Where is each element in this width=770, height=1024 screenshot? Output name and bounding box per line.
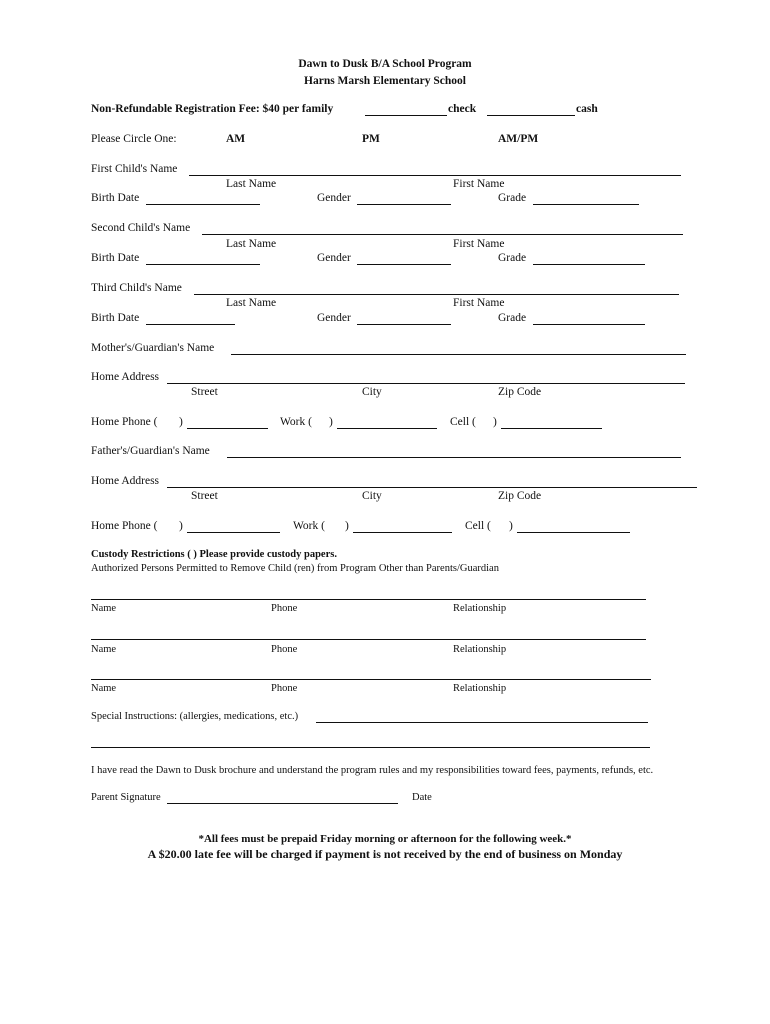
- third-child-first-name-caption: First Name: [453, 297, 505, 309]
- authorized-person-1-phone-caption: Phone: [271, 603, 298, 614]
- first-child-name-label: First Child's Name: [91, 163, 178, 175]
- mother-home-address-field[interactable]: [167, 383, 685, 384]
- first-child-gender-label: Gender: [317, 192, 351, 204]
- second-child-name-label: Second Child's Name: [91, 222, 191, 234]
- second-child-grade-label: Grade: [498, 252, 527, 264]
- first-child-first-name-caption: First Name: [453, 178, 505, 190]
- authorized-person-2-relationship-caption: Relationship: [453, 644, 507, 655]
- mother-work-phone-field[interactable]: [337, 428, 437, 429]
- mother-city-caption: City: [362, 386, 382, 398]
- father-home-phone-label: Home Phone (: [91, 520, 158, 532]
- third-child-name-label: Third Child's Name: [91, 282, 182, 294]
- special-instructions-field[interactable]: [316, 722, 648, 723]
- second-child-birth-date-field[interactable]: [146, 264, 260, 265]
- father-home-phone-close-paren: ): [179, 520, 183, 532]
- father-street-caption: Street: [191, 490, 218, 502]
- mother-cell-phone-field[interactable]: [501, 428, 602, 429]
- second-child-grade-field[interactable]: [533, 264, 645, 265]
- second-child-name-field[interactable]: [202, 234, 683, 235]
- first-child-grade-label: Grade: [498, 192, 527, 204]
- first-child-name-field[interactable]: [189, 175, 681, 176]
- agreement-statement: I have read the Dawn to Dusk brochure and understand the program rules and my responsibilities toward fees, payments, refunds, etc.: [91, 765, 654, 776]
- mother-street-caption: Street: [191, 386, 218, 398]
- late-fee-note: A $20.00 late fee will be charged if payment is not received by the end of business on Monday: [147, 847, 623, 861]
- authorized-person-1-relationship-caption: Relationship: [453, 603, 507, 614]
- mother-cell-phone-label: Cell (: [450, 416, 476, 428]
- check-label: check: [448, 103, 477, 115]
- first-child-birth-date-label: Birth Date: [91, 192, 140, 204]
- option-ampm[interactable]: AM/PM: [498, 133, 539, 145]
- father-zip-caption: Zip Code: [498, 490, 542, 502]
- third-child-gender-label: Gender: [317, 312, 351, 324]
- parent-signature-field[interactable]: [167, 803, 398, 804]
- father-home-phone-field[interactable]: [187, 532, 280, 533]
- custody-restrictions-label: Custody Restrictions ( ) Please provide custody papers.: [91, 549, 337, 560]
- second-child-last-name-caption: Last Name: [226, 238, 277, 250]
- third-child-birth-date-field[interactable]: [146, 324, 235, 325]
- mother-work-phone-close-paren: ): [329, 416, 333, 428]
- check-field[interactable]: [365, 115, 447, 116]
- second-child-gender-field[interactable]: [357, 264, 451, 265]
- first-child-last-name-caption: Last Name: [226, 178, 277, 190]
- father-cell-phone-label: Cell (: [465, 520, 491, 532]
- second-child-first-name-caption: First Name: [453, 238, 505, 250]
- authorized-person-3-phone-caption: Phone: [271, 683, 298, 694]
- father-cell-phone-close-paren: ): [509, 520, 513, 532]
- third-child-birth-date-label: Birth Date: [91, 312, 140, 324]
- father-home-address-field[interactable]: [167, 487, 697, 488]
- special-instructions-label: Special Instructions: (allergies, medications, etc.): [91, 711, 299, 722]
- program-title: Dawn to Dusk B/A School Program: [298, 58, 472, 70]
- mother-home-phone-field[interactable]: [187, 428, 268, 429]
- father-guardian-name-field[interactable]: [227, 457, 681, 458]
- mother-home-phone-label: Home Phone (: [91, 416, 158, 428]
- mother-guardian-name-field[interactable]: [231, 354, 686, 355]
- father-work-phone-label: Work (: [293, 520, 325, 532]
- authorized-person-2-line[interactable]: [91, 639, 646, 640]
- mother-guardian-name-label: Mother's/Guardian's Name: [91, 342, 215, 354]
- circle-one-label: Please Circle One:: [91, 133, 177, 145]
- authorized-person-3-relationship-caption: Relationship: [453, 683, 507, 694]
- special-instructions-field-line-2[interactable]: [91, 747, 650, 748]
- cash-label: cash: [576, 103, 598, 115]
- cash-field[interactable]: [487, 115, 575, 116]
- authorized-persons-label: Authorized Persons Permitted to Remove Child (ren) from Program Other than Parents/Guardian: [91, 563, 499, 574]
- father-work-phone-close-paren: ): [345, 520, 349, 532]
- authorized-person-1-name-caption: Name: [91, 603, 117, 614]
- date-label: Date: [412, 792, 432, 803]
- authorized-person-3-name-caption: Name: [91, 683, 117, 694]
- mother-cell-phone-close-paren: ): [493, 416, 497, 428]
- third-child-name-field[interactable]: [194, 294, 679, 295]
- second-child-gender-label: Gender: [317, 252, 351, 264]
- father-guardian-name-label: Father's/Guardian's Name: [91, 445, 210, 457]
- authorized-person-2-phone-caption: Phone: [271, 644, 298, 655]
- prepaid-note: *All fees must be prepaid Friday morning or afternoon for the following week.*: [198, 833, 572, 845]
- parent-signature-label: Parent Signature: [91, 792, 161, 803]
- third-child-grade-label: Grade: [498, 312, 527, 324]
- school-name: Harns Marsh Elementary School: [304, 75, 466, 87]
- second-child-birth-date-label: Birth Date: [91, 252, 140, 264]
- authorized-person-2-name-caption: Name: [91, 644, 117, 655]
- mother-zip-caption: Zip Code: [498, 386, 542, 398]
- first-child-birth-date-field[interactable]: [146, 204, 260, 205]
- father-home-address-label: Home Address: [91, 475, 160, 487]
- third-child-last-name-caption: Last Name: [226, 297, 277, 309]
- third-child-gender-field[interactable]: [357, 324, 451, 325]
- authorized-person-1-line[interactable]: [91, 599, 646, 600]
- option-am[interactable]: AM: [226, 133, 246, 145]
- first-child-gender-field[interactable]: [357, 204, 451, 205]
- registration-fee-label: Non-Refundable Registration Fee: $40 per family: [91, 103, 334, 115]
- father-work-phone-field[interactable]: [353, 532, 452, 533]
- father-cell-phone-field[interactable]: [517, 532, 630, 533]
- first-child-grade-field[interactable]: [533, 204, 639, 205]
- authorized-person-3-line[interactable]: [91, 679, 651, 680]
- mother-home-address-label: Home Address: [91, 371, 160, 383]
- mother-work-phone-label: Work (: [280, 416, 312, 428]
- father-city-caption: City: [362, 490, 382, 502]
- option-pm[interactable]: PM: [362, 133, 380, 145]
- mother-home-phone-close-paren: ): [179, 416, 183, 428]
- third-child-grade-field[interactable]: [533, 324, 645, 325]
